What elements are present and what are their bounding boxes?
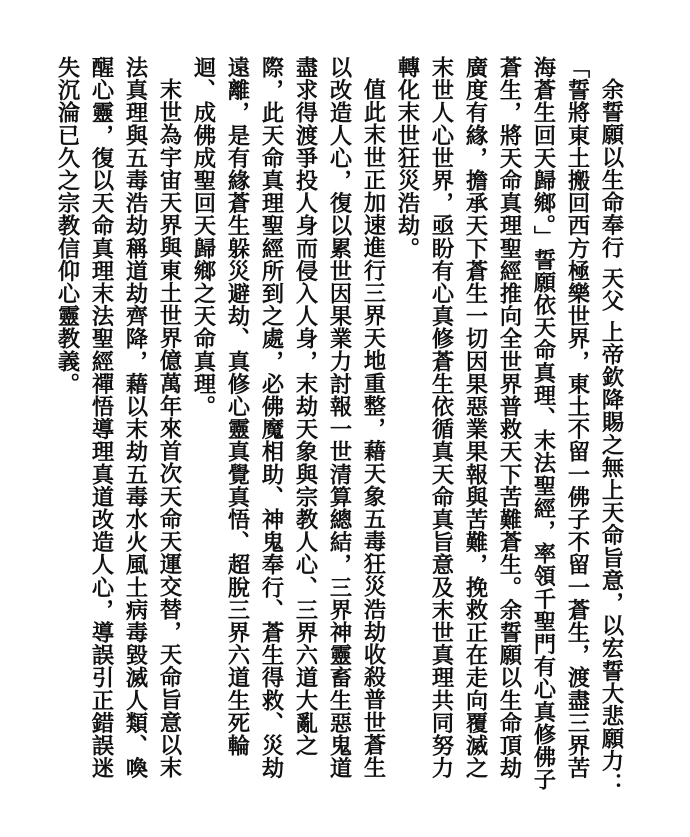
paragraph-transition: 末世為宇宙天界與東土世界億萬年來首次天命天運交替，天命旨意以末法真理與五毒浩劫稱道劫齊降，藉以末劫五毒水火風土病毒毀滅人類、喚醒心靈，復以天命真理末法聖經禪悟導理真道改造人心，導誤引正錯誤迷失沉淪已久之宗教信仰心靈教義。 bbox=[54, 56, 182, 780]
vertical-text-body bbox=[50, 56, 628, 796]
paragraph-vow: 余誓願以生命奉行 天父 上帝欽降賜之無上天命旨意，以宏誓大悲願力：「誓將東土搬回西方極樂世界，東土不留一佛子不留一蒼生，渡盡三界苦海蒼生回天歸鄉。」誓願依天命真理、末法聖經，率領千聖門有心真修佛子蒼生，將天命真理聖經推向全世界普救天下苦難蒼生。余誓願以生命頂劫廣度有緣，擔承天下蒼生一切因果惡業果報與苦難，挽救正在走向覆滅之末世人心世界，亟盼有心真修蒼生依循真天命真旨意及末世真理共同努力轉化末世狂災浩劫。 bbox=[394, 56, 624, 796]
paragraph-end-times: 值此末世正加速進行三界天地重整，藉天象五毒狂災浩劫收殺普世蒼生以改造人心，復以累世因果業力討報一世清算總結，三界神靈畜生惡鬼道盡求得渡爭投人身而侵入人身，末劫天象與宗教人心、三界六道大亂之際，此天命真理聖經所到之處，必佛魔相助、神鬼奉行、蒼生得救、災劫遠離，是有緣蒼生躲災避劫、真修心靈真覺真悟、超脫三界六道生死輪迴、成佛成聖回天歸鄉之天命真理。 bbox=[190, 56, 386, 780]
